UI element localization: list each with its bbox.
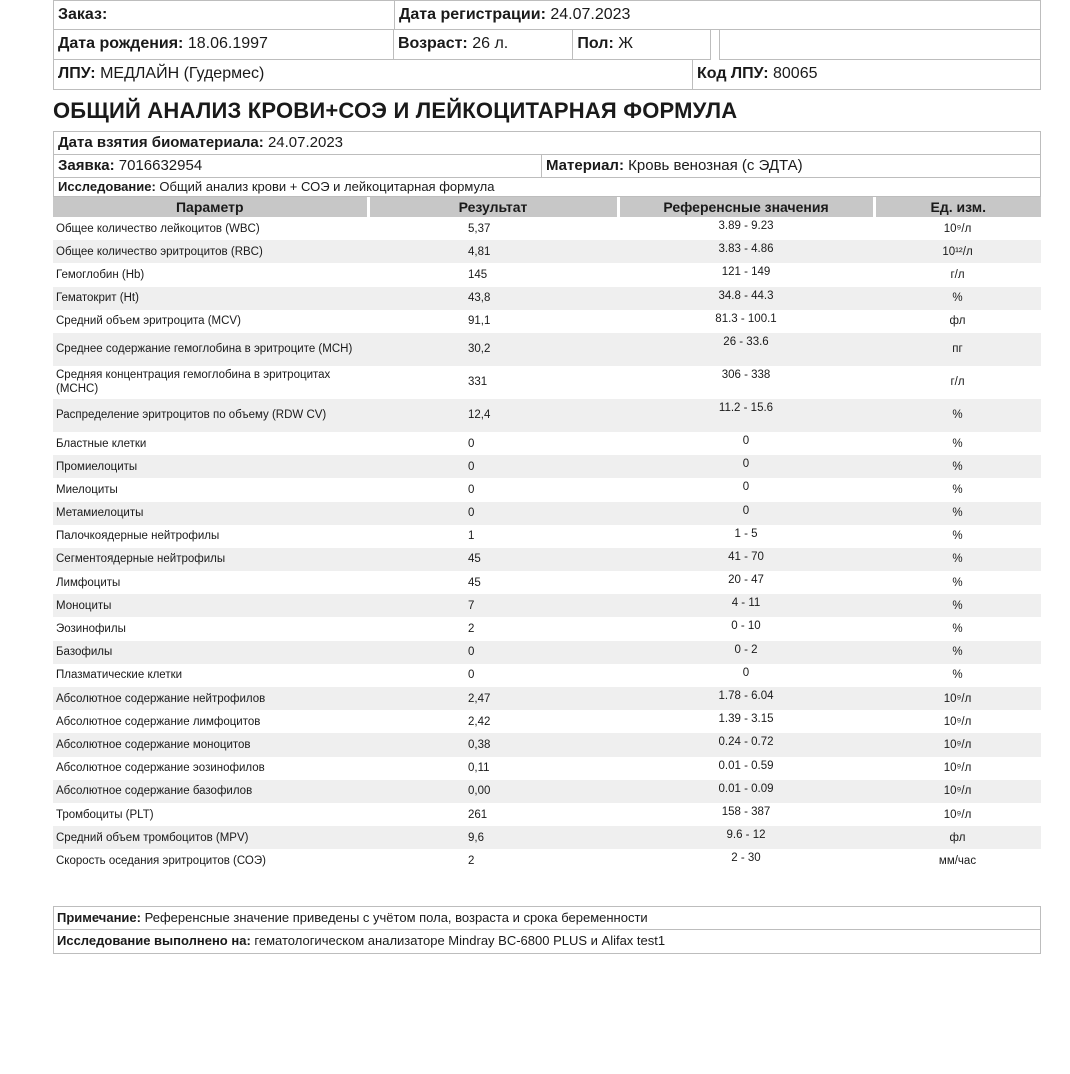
sex-cell (573, 30, 711, 60)
table-row (53, 333, 1041, 366)
lpu-code-label: Код ЛПУ: (697, 65, 769, 82)
table-row (53, 733, 1041, 756)
unit-cell: % (874, 455, 1041, 478)
results-table (53, 197, 1041, 873)
unit-cell: г/л (950, 268, 965, 281)
unit-cell: % (952, 576, 963, 589)
table-row (53, 803, 1041, 826)
table-row (53, 617, 1041, 640)
ref-cell: 2 - 30 (731, 852, 761, 865)
table-row (53, 757, 1041, 780)
result-cell: 0 (468, 483, 475, 496)
performed-row (53, 930, 1041, 954)
col-header-result: Результат (368, 197, 618, 217)
order-label: Заказ: (58, 6, 108, 23)
col-header-param: Параметр (53, 197, 368, 217)
col-header-ref: Референсные значения (618, 197, 874, 217)
table-row (53, 594, 1041, 617)
result-cell: 7 (368, 594, 618, 617)
reg-date-cell (395, 0, 1041, 30)
unit-cell: 10⁹/л (943, 715, 972, 728)
result-cell: 145 (468, 268, 488, 281)
table-row (53, 310, 1041, 333)
result-cell: 0 (468, 669, 475, 682)
col-header-unit: Ед. изм. (874, 197, 1041, 217)
param-cell: Гематокрит (Ht) (53, 287, 368, 310)
lpu-code-cell (693, 60, 1041, 90)
result-cell: 9,6 (368, 826, 618, 849)
material-cell (542, 155, 1041, 178)
param-cell: Палочкоядерные нейтрофилы (56, 530, 220, 543)
birth-cell (53, 30, 394, 60)
ref-cell: 41 - 70 (618, 548, 874, 571)
ref-cell: 0 (618, 502, 874, 525)
study-label: Исследование: (58, 179, 156, 194)
result-cell: 2,47 (368, 687, 618, 710)
unit-cell: 10⁹/л (943, 762, 972, 775)
performed-value: гематологическом анализаторе Mindray BC-6800 PLUS и Alifax test1 (254, 932, 666, 948)
ref-cell: 0 - 10 (731, 620, 761, 633)
result-cell: 0,11 (468, 762, 490, 775)
ref-cell: 1 - 5 (734, 527, 758, 540)
study-row (53, 178, 1041, 197)
unit-cell: % (874, 594, 1041, 617)
request-cell (53, 155, 542, 178)
param-cell: Распределение эритроцитов по объему (RDW CV) (53, 399, 368, 432)
sample-date-cell (53, 131, 1041, 155)
ref-cell: 0.01 - 0.09 (618, 780, 874, 803)
ref-cell: 20 - 47 (728, 574, 764, 587)
table-row (53, 217, 1041, 240)
table-row (53, 664, 1041, 687)
result-cell: 30,2 (368, 333, 618, 366)
table-row (53, 710, 1041, 733)
unit-cell: 10⁹/л (943, 222, 972, 235)
unit-cell: 10⁹/л (943, 808, 972, 821)
result-cell: 2 (468, 623, 475, 636)
result-cell: 0,38 (368, 733, 618, 756)
param-cell: Миелоциты (56, 483, 118, 496)
sample-date-value: 24.07.2023 (267, 134, 344, 151)
request-row (53, 155, 1041, 178)
param-cell: Абсолютное содержание нейтрофилов (53, 687, 368, 710)
table-row (53, 240, 1041, 263)
lpu-code-value: 80065 (773, 65, 818, 82)
param-cell: Промиелоциты (53, 455, 368, 478)
table-row (53, 399, 1041, 432)
performed-label: Исследование выполнено на: (57, 932, 251, 948)
reg-date-label: Дата регистрации: (399, 6, 546, 23)
ref-cell: 306 - 338 (721, 368, 771, 381)
unit-cell: 10⁹/л (874, 733, 1041, 756)
reg-date-value: 24.07.2023 (550, 6, 631, 23)
sex-value: Ж (618, 35, 634, 52)
result-cell: 45 (468, 576, 481, 589)
notes-block (53, 906, 1041, 954)
ref-cell: 0 (742, 666, 750, 679)
unit-cell: % (952, 530, 963, 543)
age-value: 26 л. (472, 35, 509, 52)
lab-report (53, 0, 1041, 954)
param-cell: Бластные клетки (56, 437, 147, 450)
param-cell: Абсолютное содержание моноцитов (53, 733, 368, 756)
result-cell: 91,1 (468, 315, 491, 328)
param-cell: Средний объем тромбоцитов (MPV) (53, 826, 368, 849)
header-row-lpu (53, 60, 1041, 90)
order-cell (53, 0, 395, 30)
result-cell: 331 (468, 376, 488, 389)
lpu-value: МЕДЛАЙН (Гудермес) (100, 65, 265, 82)
table-row (53, 502, 1041, 525)
table-row (53, 263, 1041, 286)
age-cell (394, 30, 573, 60)
ref-cell: 0.01 - 0.59 (718, 759, 774, 772)
unit-cell: фл (874, 826, 1041, 849)
unit-cell: % (874, 641, 1041, 664)
table-row (53, 432, 1041, 455)
ref-cell: 3.89 - 9.23 (718, 220, 774, 232)
unit-cell: 10⁹/л (874, 687, 1041, 710)
birth-value: 18.06.1997 (187, 35, 268, 52)
lpu-label: ЛПУ: (58, 65, 96, 82)
param-cell: Средний объем эритроцита (MCV) (56, 315, 241, 328)
ref-cell: 34.8 - 44.3 (618, 287, 874, 310)
table-row (53, 780, 1041, 803)
result-cell: 2,42 (468, 715, 491, 728)
empty-cell (719, 30, 1041, 60)
result-cell: 0 (468, 437, 475, 450)
param-cell: Общее количество лейкоцитов (WBC) (56, 222, 260, 235)
param-cell: Абсолютное содержание лимфоцитов (56, 715, 261, 728)
ref-cell: 0.24 - 0.72 (618, 733, 874, 756)
material-label: Материал: (546, 157, 624, 174)
table-row (53, 849, 1041, 872)
ref-cell: 0 (742, 481, 750, 494)
param-cell: Моноциты (53, 594, 368, 617)
param-cell: Лимфоциты (56, 576, 121, 589)
param-cell: Средняя концентрация гемоглобина в эритроцитах (MCHC) (56, 369, 331, 396)
table-row (53, 525, 1041, 548)
result-cell: 0 (368, 502, 618, 525)
param-cell: Сегментоядерные нейтрофилы (53, 548, 368, 571)
ref-cell: 81.3 - 100.1 (715, 312, 777, 325)
param-cell: Абсолютное содержание эозинофилов (56, 762, 265, 775)
header-row-birth (53, 30, 1041, 60)
lpu-cell (53, 60, 693, 90)
ref-cell: 0 (742, 434, 750, 447)
ref-cell: 11.2 - 15.6 (618, 399, 874, 432)
spacer (711, 30, 719, 60)
table-row (53, 366, 1041, 399)
unit-cell: % (874, 548, 1041, 571)
results-header-row (53, 197, 1041, 217)
report-title: ОБЩИЙ АНАЛИЗ КРОВИ+СОЭ И ЛЕЙКОЦИТАРНАЯ ФОРМУЛА (53, 98, 738, 123)
param-cell: Эозинофилы (56, 623, 126, 636)
table-row (53, 455, 1041, 478)
param-cell: Базофилы (53, 641, 368, 664)
result-cell: 2 (468, 854, 475, 867)
unit-cell: % (952, 623, 963, 636)
unit-cell: 10⁹/л (874, 780, 1041, 803)
result-cell: 0,00 (368, 780, 618, 803)
unit-cell: % (952, 669, 963, 682)
ref-cell: 1.39 - 3.15 (718, 713, 774, 726)
param-cell: Гемоглобин (Hb) (56, 268, 145, 281)
result-cell: 12,4 (368, 399, 618, 432)
result-cell: 0 (368, 455, 618, 478)
param-cell: Скорость оседания эритроцитов (СОЭ) (56, 854, 266, 867)
ref-cell: 9.6 - 12 (618, 826, 874, 849)
result-cell: 261 (468, 808, 488, 821)
study-cell (53, 178, 1041, 197)
unit-cell: % (952, 437, 963, 450)
table-row (53, 641, 1041, 664)
table-row (53, 287, 1041, 310)
unit-cell: г/л (950, 376, 965, 389)
result-cell: 45 (368, 548, 618, 571)
ref-cell: 1.78 - 6.04 (618, 687, 874, 710)
ref-cell: 0 - 2 (618, 641, 874, 664)
unit-cell: пг (874, 333, 1041, 366)
sample-date-row (53, 131, 1041, 155)
birth-label: Дата рождения: (58, 35, 184, 52)
results-body (53, 217, 1041, 873)
param-cell: Общее количество эритроцитов (RBC) (53, 240, 368, 263)
sample-date-label: Дата взятия биоматериала: (58, 134, 264, 151)
result-cell: 4,81 (368, 240, 618, 263)
unit-cell: % (952, 483, 963, 496)
ref-cell: 158 - 387 (721, 805, 771, 818)
sex-label: Пол: (577, 35, 614, 52)
request-label: Заявка: (58, 157, 115, 174)
table-row (53, 826, 1041, 849)
study-value: Общий анализ крови + СОЭ и лейкоцитарная формула (159, 179, 495, 194)
result-cell: 1 (468, 530, 475, 543)
unit-cell: % (874, 399, 1041, 432)
unit-cell: % (874, 287, 1041, 310)
table-row (53, 548, 1041, 571)
param-cell: Среднее содержание гемоглобина в эритроците (MCH) (53, 333, 368, 366)
unit-cell: мм/час (938, 854, 977, 867)
ref-cell: 3.83 - 4.86 (618, 240, 874, 263)
note-label: Примечание: (57, 909, 141, 925)
table-row (53, 687, 1041, 710)
result-cell: 43,8 (368, 287, 618, 310)
ref-cell: 4 - 11 (618, 594, 874, 617)
param-cell: Тромбоциты (PLT) (56, 808, 154, 821)
param-cell: Плазматические клетки (56, 669, 183, 682)
unit-cell: фл (949, 315, 966, 328)
unit-cell: 10¹²/л (874, 240, 1041, 263)
table-row (53, 571, 1041, 594)
material-value: Кровь венозная (с ЭДТА) (628, 157, 803, 174)
note-value: Референсные значение приведены с учётом пола, возраста и срока беременности (144, 909, 648, 925)
header-row-order (53, 0, 1041, 30)
note-row (53, 906, 1041, 930)
param-cell: Абсолютное содержание базофилов (53, 780, 368, 803)
result-cell: 5,37 (468, 222, 491, 235)
param-cell: Метамиелоциты (53, 502, 368, 525)
ref-cell: 26 - 33.6 (618, 333, 874, 366)
ref-cell: 121 - 149 (721, 266, 771, 279)
table-row (53, 478, 1041, 501)
request-value: 7016632954 (118, 157, 203, 174)
age-label: Возраст: (397, 35, 468, 52)
unit-cell: % (874, 502, 1041, 525)
result-cell: 0 (368, 641, 618, 664)
ref-cell: 0 (618, 455, 874, 478)
